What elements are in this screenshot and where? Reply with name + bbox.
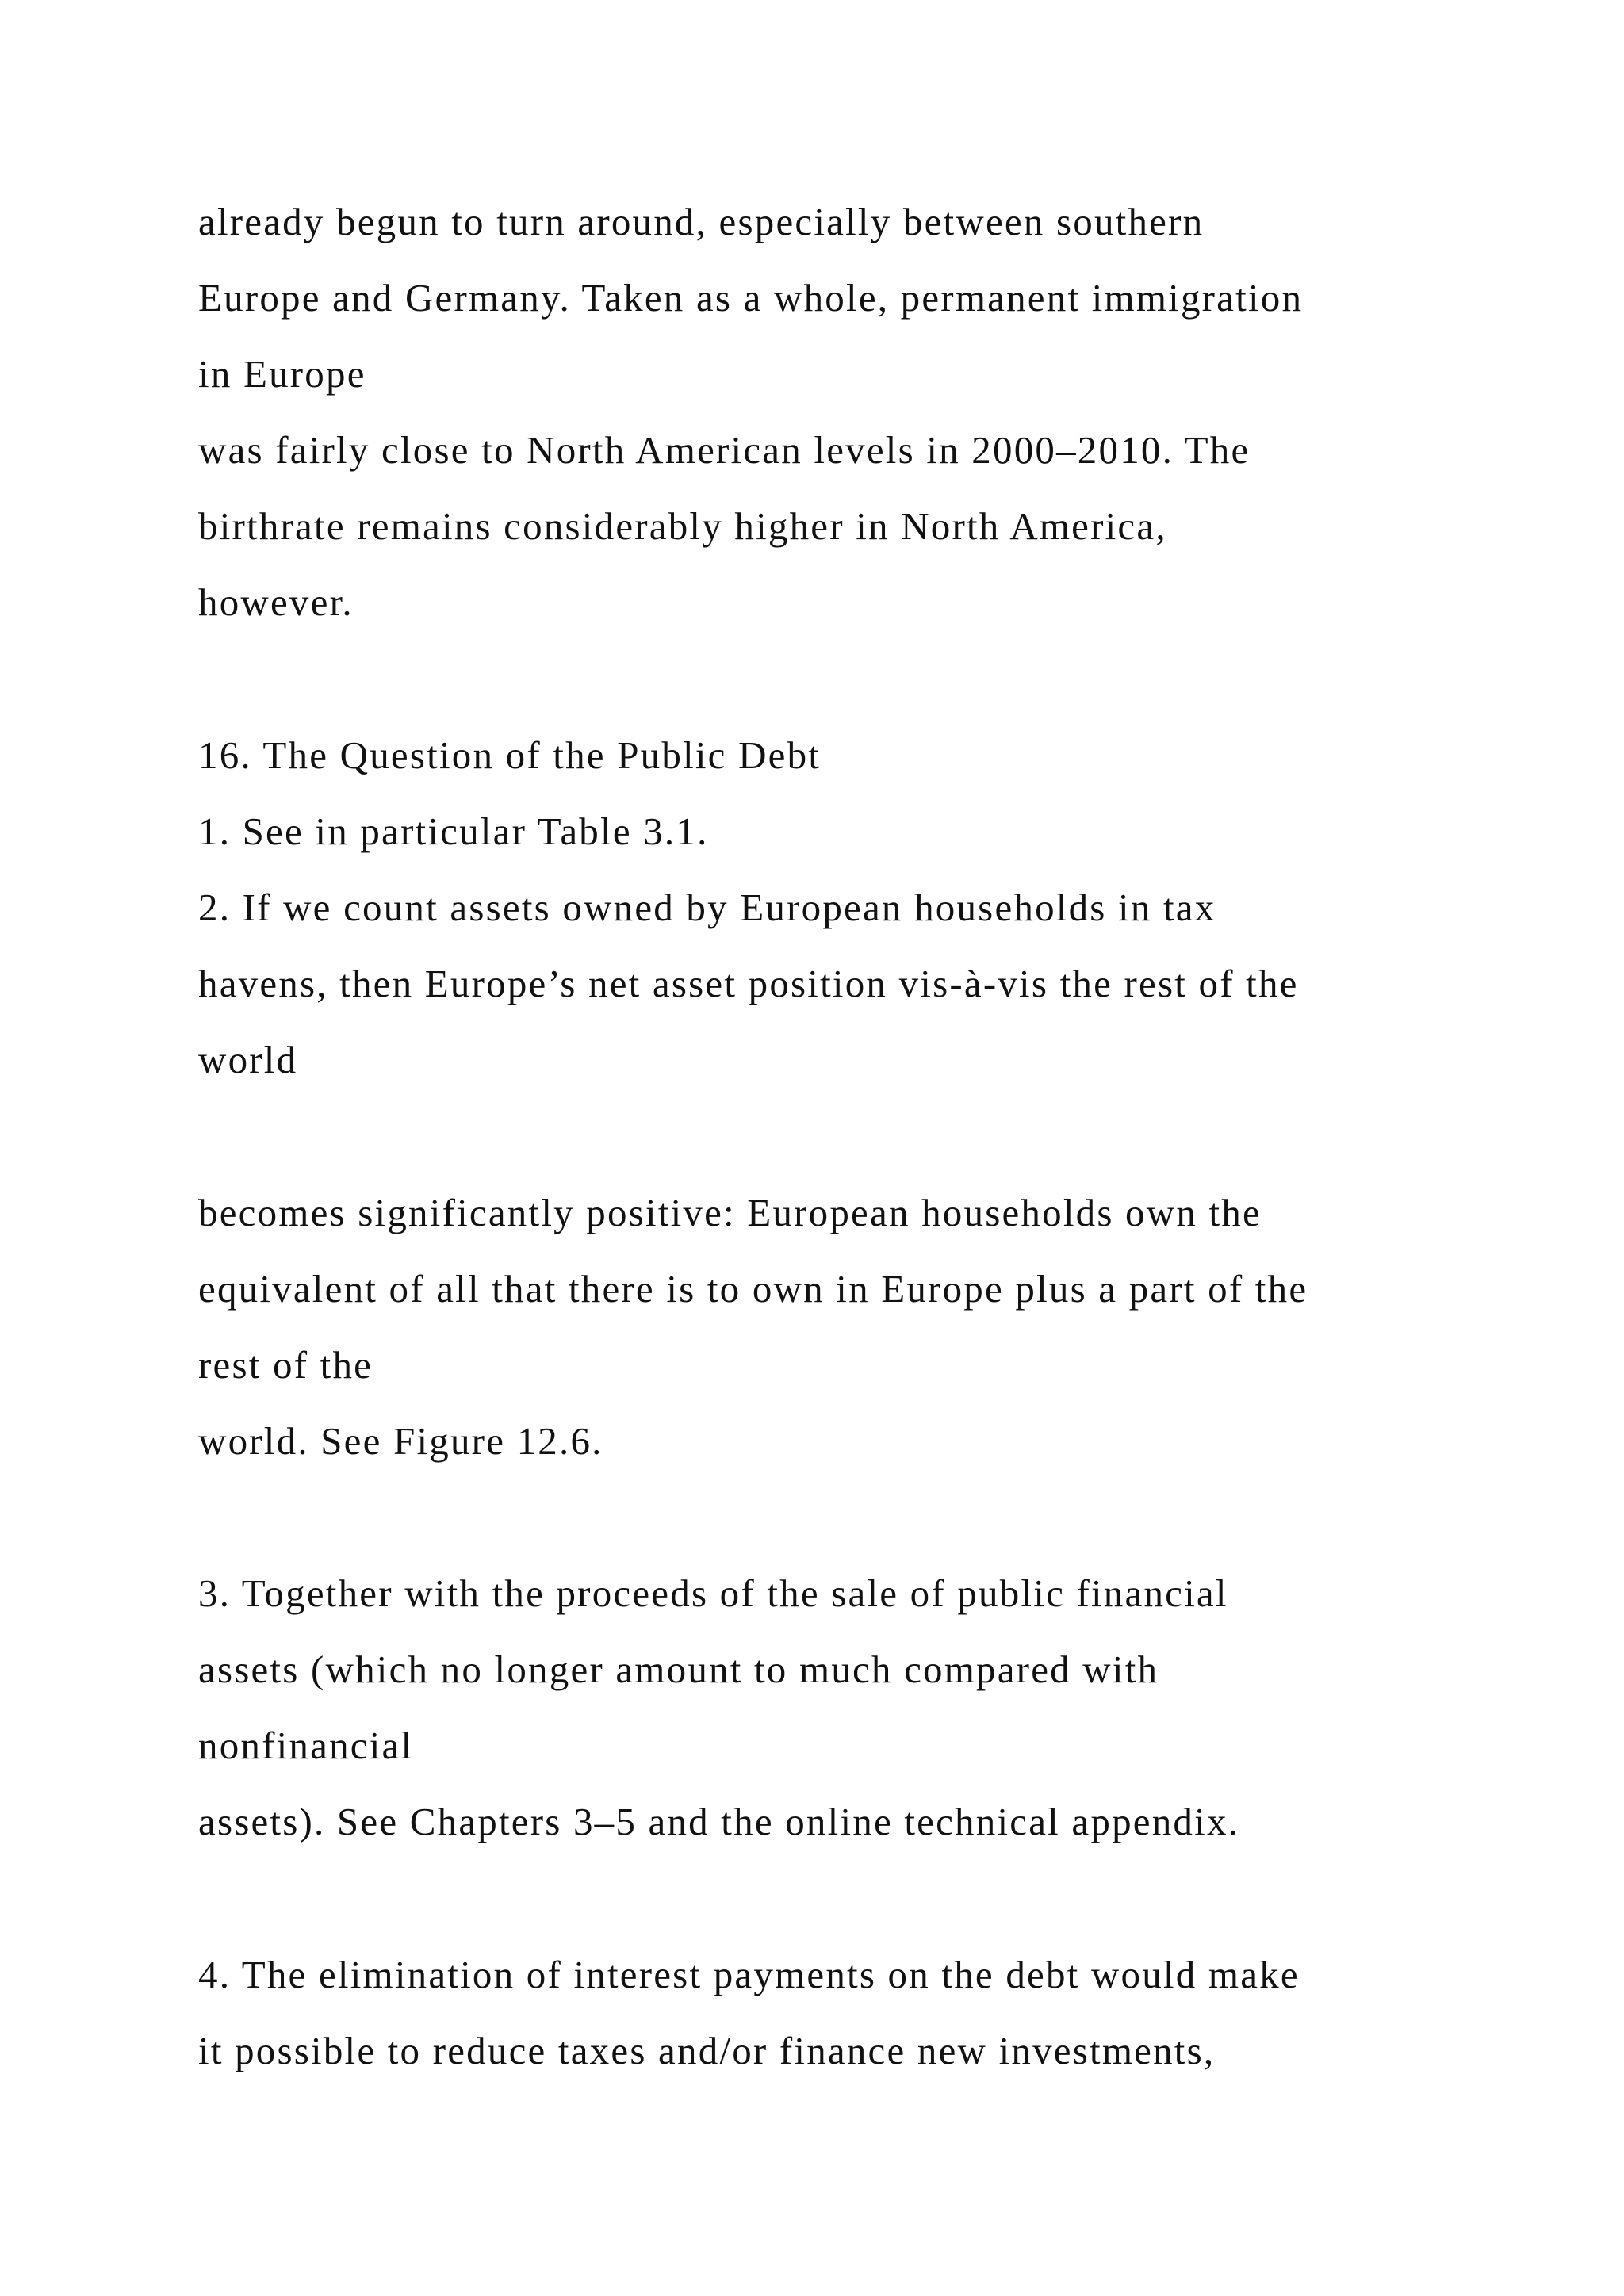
text-line: 3. Together with the proceeds of the sale of public financial	[198, 1571, 1228, 1615]
text-line: assets (which no longer amount to much compared with	[198, 1647, 1159, 1691]
text-line: in Europe	[198, 352, 366, 396]
text-line: was fairly close to North American levels in 2000–2010. The	[198, 428, 1251, 472]
text-line: world	[198, 1038, 298, 1081]
text-line: nonfinancial	[198, 1724, 414, 1767]
section-heading: 16. The Question of the Public Debt	[198, 733, 822, 777]
text-line: 1. See in particular Table 3.1.	[198, 809, 709, 853]
text-line: Europe and Germany. Taken as a whole, permanent immigration	[198, 276, 1304, 320]
text-line: havens, then Europe’s net asset position vis-à-vis the rest of the	[198, 962, 1299, 1005]
text-line: becomes significantly positive: European households own the	[198, 1191, 1262, 1234]
text-line: birthrate remains considerably higher in North America,	[198, 504, 1167, 548]
text-line: 4. The elimination of interest payments on the debt would make	[198, 1953, 1300, 1996]
text-line: 2. If we count assets owned by European households in tax	[198, 886, 1216, 929]
text-line: equivalent of all that there is to own in Europe plus a part of the	[198, 1267, 1308, 1311]
text-line: world. See Figure 12.6.	[198, 1419, 603, 1463]
text-line: however.	[198, 580, 354, 624]
text-line: assets). See Chapters 3–5 and the online technical appendix.	[198, 1800, 1240, 1843]
text-line: it possible to reduce taxes and/or finance new investments,	[198, 2029, 1216, 2072]
text-line: already begun to turn around, especially between southern	[198, 200, 1205, 243]
text-line: rest of the	[198, 1343, 373, 1387]
